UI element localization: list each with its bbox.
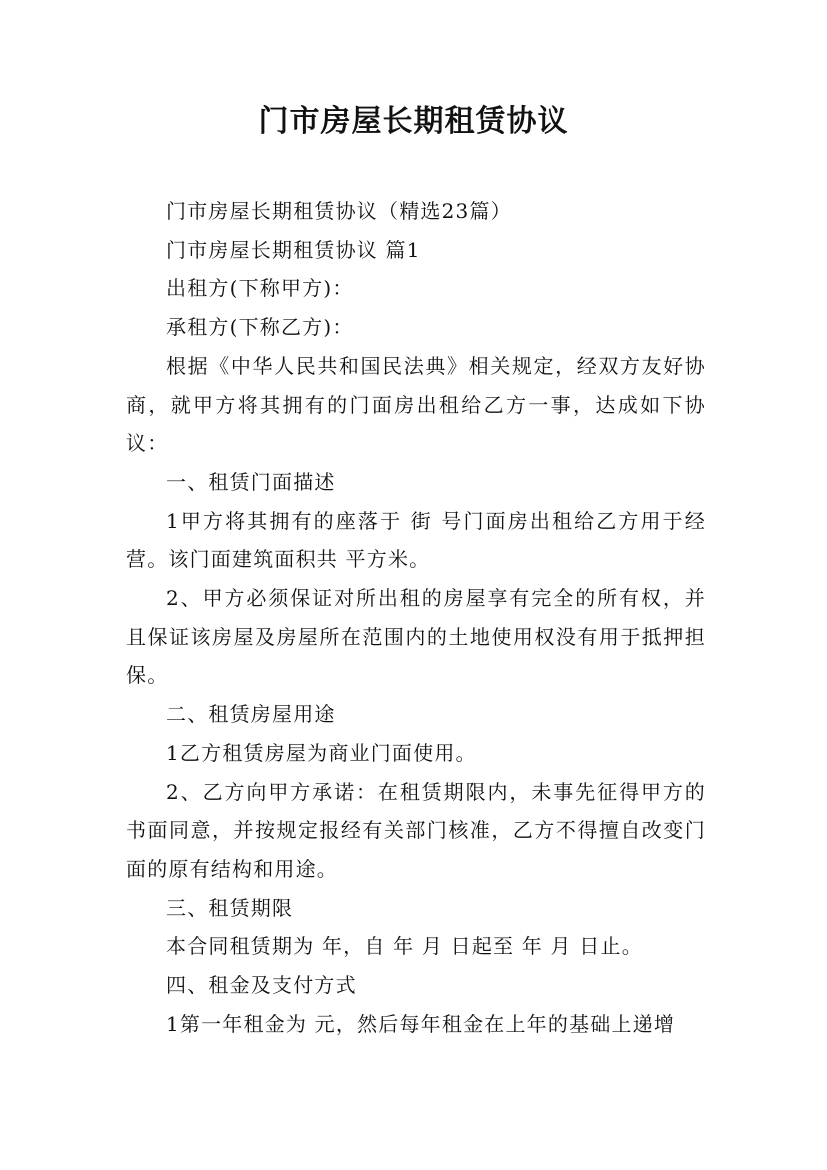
clause-2-item-1: 1乙方租赁房屋为商业门面使用。 xyxy=(166,740,477,765)
document-body xyxy=(126,192,706,1043)
clause-3-text: 本合同租赁期为 年，自 年 月 日起至 年 月 日止。 xyxy=(166,934,643,959)
clause-1-item-2: 2、甲方必须保证对所出租的房屋享有完全的所有权，并且保证该房屋及房屋所在范围内的土地使用权没有用于抵押担保。 xyxy=(126,586,706,688)
doc-subtitle: 门市房屋长期租赁协议（精选23篇） xyxy=(166,199,512,223)
lessee-line: 承租方(下称乙方)： xyxy=(166,315,354,340)
clause-1-item-1: 1甲方将其拥有的座落于 街 号门面房出租给乙方用于经营。该门面建筑面积共 平方米。 xyxy=(126,508,706,572)
document-title: 门市房屋长期租赁协议 xyxy=(258,104,569,139)
clause-4-item-1: 1第一年租金为 元，然后每年租金在上年的基础上递增 xyxy=(166,1011,676,1036)
preamble-paragraph: 根据《中华人民共和国民法典》相关规定，经双方友好协商，就甲方将其拥有的门面房出租给乙方一事，达成如下协议： xyxy=(126,353,706,456)
clause-2-item-2: 2、乙方向甲方承诺：在租赁期限内，未事先征得甲方的书面同意，并按规定报经有关部门核准，乙方不得擅自改变门面的原有结构和用途。 xyxy=(126,779,706,881)
clause-heading-3: 三、租赁期限 xyxy=(166,895,294,920)
clause-heading-4: 四、租金及支付方式 xyxy=(166,973,357,998)
lessor-line: 出租方(下称甲方)： xyxy=(166,276,354,301)
clause-heading-2: 二、租赁房屋用途 xyxy=(166,702,336,727)
clause-heading-1: 一、租赁门面描述 xyxy=(166,469,336,494)
section-heading: 门市房屋长期租赁协议 篇1 xyxy=(166,237,421,262)
